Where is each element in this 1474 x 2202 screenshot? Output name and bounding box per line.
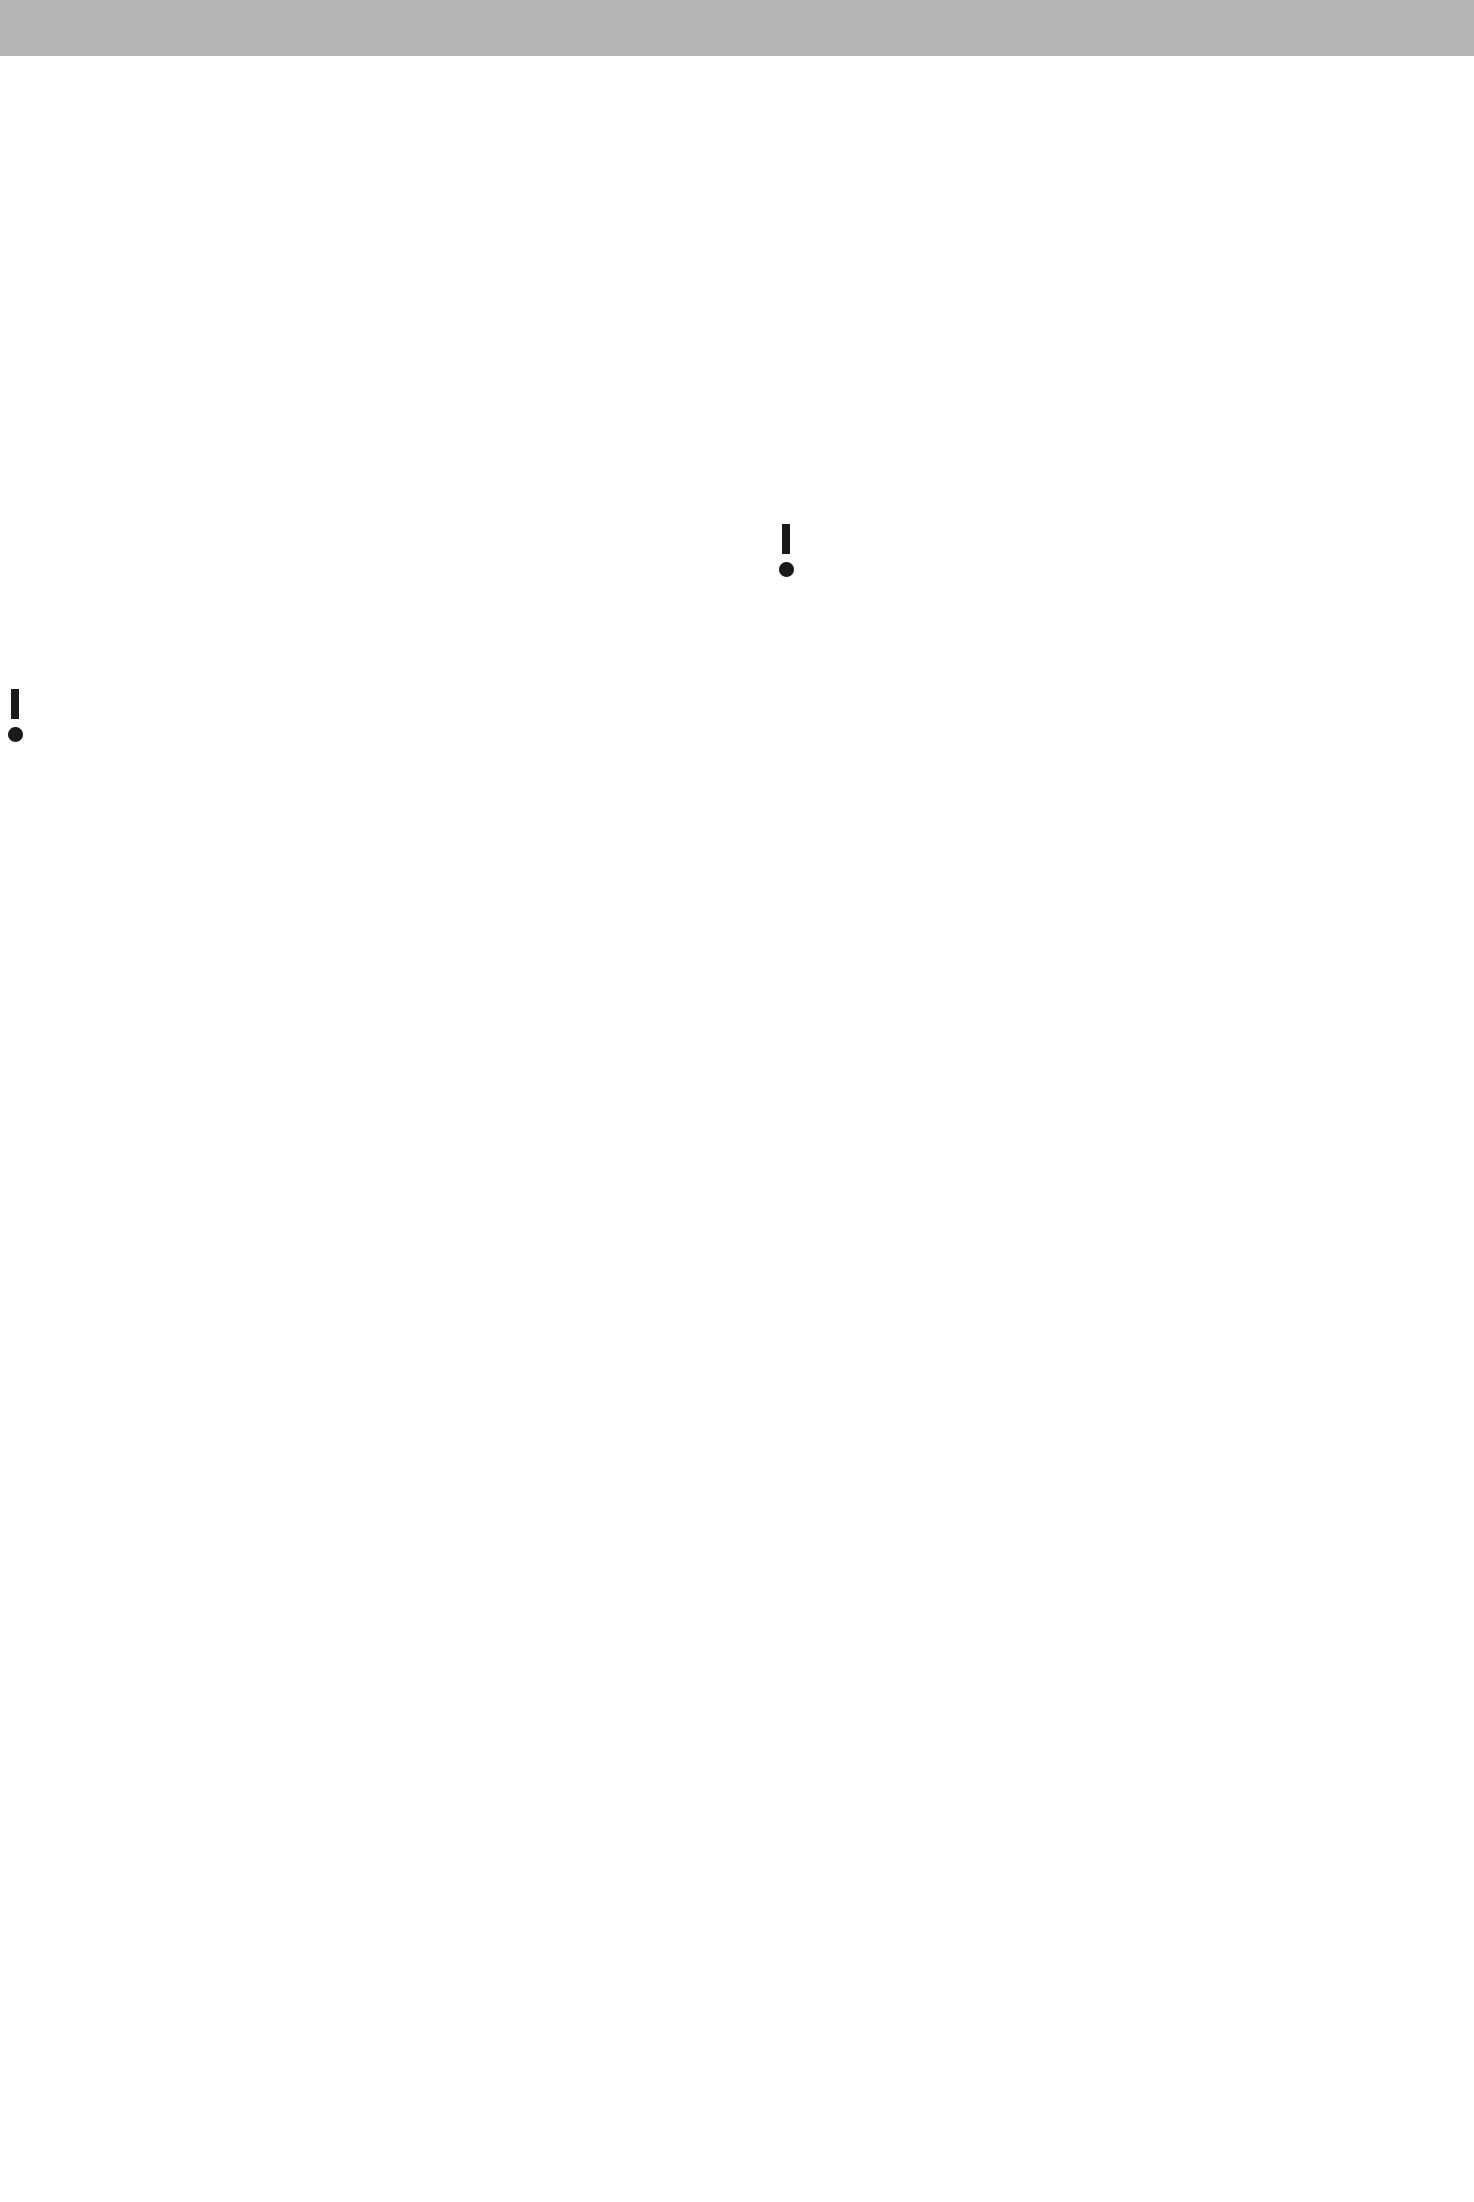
bild-21-label xyxy=(4,652,704,685)
right-column xyxy=(775,110,1470,586)
warning-icon xyxy=(6,685,24,751)
warning-icon xyxy=(777,520,795,586)
bild-15-label xyxy=(4,143,704,176)
header-bar xyxy=(0,0,1474,56)
bild-22-label xyxy=(4,751,704,784)
bild-18-label xyxy=(4,387,704,420)
bild-24-label xyxy=(775,275,1470,308)
left-column xyxy=(4,110,704,784)
bild-20-label xyxy=(4,586,704,619)
bild-23-label xyxy=(775,176,1470,209)
bild-17-label xyxy=(4,321,704,354)
bild-19-label xyxy=(4,520,704,553)
bild-25-label xyxy=(775,342,1470,375)
bild-16-label xyxy=(4,209,704,242)
